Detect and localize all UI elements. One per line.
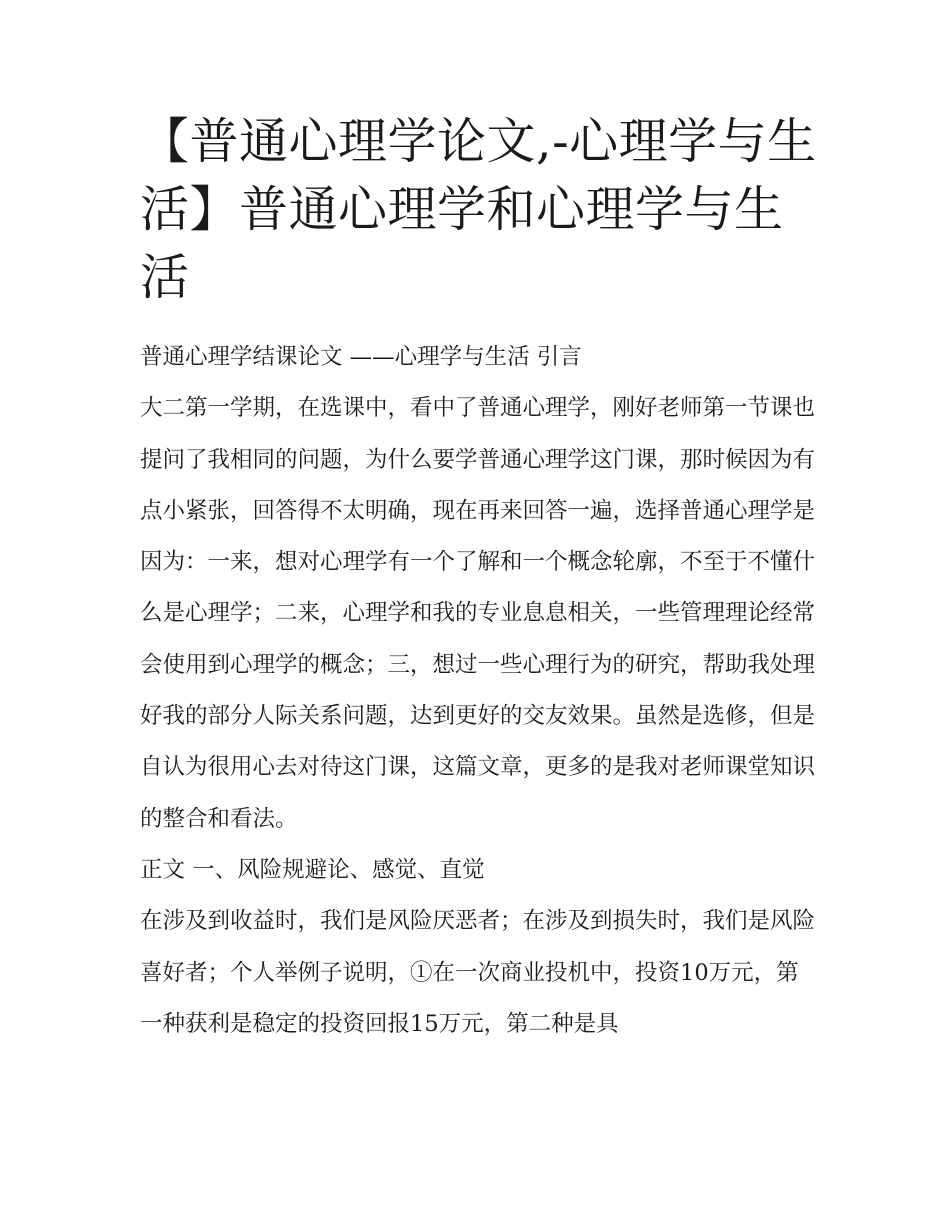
paragraph-risk-aversion: 在涉及到收益时，我们是风险厌恶者；在涉及到损失时，我们是风险喜好者；个人举例子说明，①在一次商业投机中，投资10万元，第一种获利是稳定的投资回报15万元，第二种是具 bbox=[140, 908, 816, 1037]
paragraph-intro: 大二第一学期，在选课中，看中了普通心理学，刚好老师第一节课也提问了我相同的问题，为什么要学普通心理学这门课，那时候因为有点小紧张，回答得不太明确，现在再来回答一遍，选择普通心理学是因为：一来，想对心理学有一个了解和一个概念轮廓，不至于不懂什么是心理学；二来，心理学和我的专业息息相关，一些管理理论经常会使用到心理学的概念；三，想过一些心理行为的研究，帮助我处理好我的部分人际关系问题，达到更好的交友效果。虽然是选修，但是自认为很用心去对待这门课，这篇文章，更多的是我对老师课堂知识的整合和看法。 bbox=[140, 395, 816, 832]
document-page bbox=[140, 108, 820, 1050]
paragraph-subtitle: 普通心理学结课论文 ——心理学与生活 引言 bbox=[140, 344, 582, 370]
document-title: 【普通心理学论文,-心理学与生活】普通心理学和心理学与生活 bbox=[140, 113, 817, 306]
paragraph-section-heading: 正文 一、风险规避论、感觉、直觉 bbox=[140, 856, 485, 883]
document-body bbox=[140, 332, 820, 1050]
